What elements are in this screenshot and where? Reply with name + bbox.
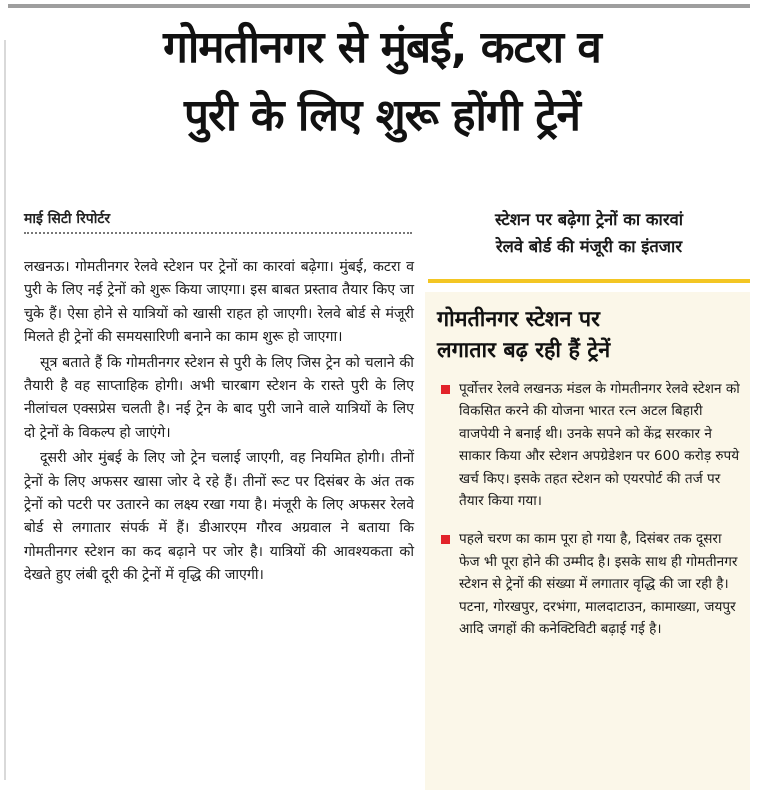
kicker-underline <box>428 279 750 283</box>
kicker <box>430 206 748 260</box>
headline-line-1: गोमतीनगर से मुंबई, कटरा व <box>163 22 601 73</box>
article-paragraph: सूत्र बताते हैं कि गोमतीनगर स्टेशन से पुरी के लिए जिस ट्रेन को चलाने की तैयारी है वह साप्ताहिक होगी। अभी चारबाग स्टेशन के रास्ते पुरी के लिए नीलांचल एक्सप्रेस चलती है। नई ट्रेन के बाद पुरी जाने वाले यात्रियों के लिए दो ट्रेनों के विकल्प हो जाएंगे। <box>24 354 414 441</box>
article-paragraph: दूसरी ओर मुंबई के लिए जो ट्रेन चलाई जाएगी, वह नियमित होगी। तीनों ट्रेनों के लिए अफसर खासा जोर दे रहे हैं। तीनों रूट पर दिसंबर के अंत तक ट्रेनों को पटरी पर उतारने का लक्ष्य रखा गया है। मंजूरी के लिए अफसर रेलवे बोर्ड से लगातार संपर्क में हैं। डीआरएम गौरव अग्रवाल ने बताया कि गोमतीनगर स्टेशन का कद बढ़ाने पर जोर है। यात्रियों की आवश्यकता को देखते हुए लंबी दूरी की ट्रेनों में वृद्धि की जाएगी। <box>24 450 414 584</box>
sidebar-bullet-text: पूर्वोत्तर रेलवे लखनऊ मंडल के गोमतीनगर रेलवे स्टेशन को विकसित करने की योजना भारत रत्न अटल बिहारी वाजपेयी ने बनाई थी। उनके सपने को केंद्र सरकार ने साकार किया और स्टेशन अपग्रेडेशन पर 600 करोड़ रुपये खर्च किए। इसके तहत स्टेशन को एयरपोर्ट की तर्ज पर तैयार किया गया। <box>459 381 740 510</box>
sidebar-box <box>425 292 750 790</box>
kicker-line-1: स्टेशन पर बढ़ेगा ट्रेनों का कारवां <box>494 210 684 229</box>
headline-line-2: पुरी के लिए शुरू होंगी ट्रेनें <box>184 90 580 141</box>
bullet-square-icon <box>441 385 450 394</box>
sidebar-title-line-1: गोमतीनगर स्टेशन पर <box>437 307 600 332</box>
sidebar-bullet <box>437 378 740 512</box>
kicker-line-2: रेलवे बोर्ड की मंजूरी का इंतजार <box>495 237 683 256</box>
sidebar-bullet-text: पहले चरण का काम पूरा हो गया है, दिसंबर तक दूसरा फेज भी पूरा होने की उम्मीद है। इसके साथ ही गोमतीनगर स्टेशन से ट्रेनों की संख्या में लगातार वृद्धि की जा रही है। पटना, गोरखपुर, दरभंगा, मालदाटाउन, कामाख्या, जयपुर आदि जगहों की कनेक्टिविटी बढ़ाई गई है। <box>459 531 738 638</box>
sidebar-title-line-2: लगातार बढ़ रही हैं ट्रेनें <box>437 338 611 363</box>
sidebar-bullet <box>437 528 740 640</box>
article-paragraph: लखनऊ। गोमतीनगर रेलवे स्टेशन पर ट्रेनों का कारवां बढ़ेगा। मुंबई, कटरा व पुरी के लिए नई ट्रेनों को शुरू किया जाएगा। इस बाबत प्रस्ताव तैयार किए जा चुके हैं। ऐसा होने से यात्रियों को खासी राहत हो जाएगी। रेलवे बोर्ड से मंजूरी मिलते ही ट्रेनों की समयसारिणी बनाने का काम शुरू हो जाएगा। <box>24 259 414 346</box>
headline <box>14 14 750 150</box>
byline: माई सिटी रिपोर्टर <box>24 211 111 227</box>
bullet-square-icon <box>441 535 450 544</box>
sidebar-title <box>437 304 740 366</box>
byline-divider <box>24 232 412 234</box>
top-rule <box>8 4 750 8</box>
page-edge <box>4 40 6 780</box>
article-body <box>24 256 414 588</box>
